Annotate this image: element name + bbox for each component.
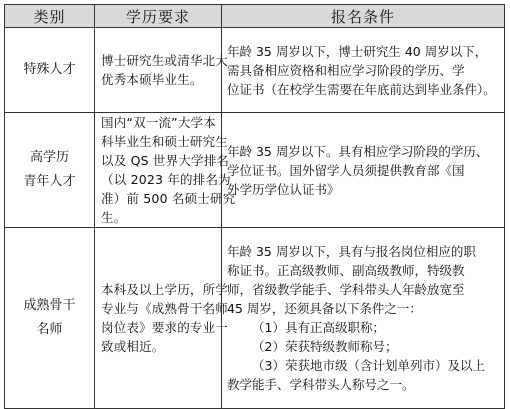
header-conditions: 报名条件 xyxy=(222,5,505,28)
header-education: 学历要求 xyxy=(95,5,222,28)
conditions-text: 教学能手、学科带头人称号之一。 xyxy=(227,377,415,392)
education-text: 致或相近。 xyxy=(101,339,165,354)
category-text: 特殊人才 xyxy=(23,62,76,77)
education-text: 生。 xyxy=(101,210,127,225)
conditions-text: 年龄 35 周岁以下，博士研究生 40 周岁以下， xyxy=(227,43,488,59)
conditions-text: （2）荣获特级教师称号； xyxy=(252,339,398,354)
education-text: 以及 QS 世界大学排名 xyxy=(101,153,230,168)
conditions-text: 年龄 35 周岁以下，具有与报名岗位相应的职 xyxy=(227,244,476,259)
conditions-text: 师，省级教学能手、学科带头人年龄放宽至 xyxy=(227,282,465,297)
conditions-cell xyxy=(222,113,505,228)
recruitment-table xyxy=(4,4,505,409)
category-text: 名师 xyxy=(36,322,63,337)
conditions-text: 45 周岁，还须具备以下条件之一： xyxy=(227,301,422,316)
conditions-text: 需具备相应资格和相应学习阶段的学历、学 xyxy=(227,62,465,78)
education-text: 本科及以上学历，所学 xyxy=(101,282,229,297)
category-cell xyxy=(5,228,95,409)
education-text: 科毕业生和硕士研究生 xyxy=(101,134,229,149)
category-text: 成熟骨干 xyxy=(23,298,76,313)
category-text: 青年人才 xyxy=(23,174,76,189)
education-text: 准）前 500 名硕士研究 xyxy=(101,191,236,206)
header-row xyxy=(5,5,505,28)
education-cell xyxy=(95,228,229,409)
category-cell xyxy=(5,28,95,113)
table-row xyxy=(5,28,505,113)
table-row xyxy=(5,113,505,228)
education-cell xyxy=(95,113,236,228)
conditions-cell xyxy=(222,228,505,409)
education-text: 专业与《成熟骨干名师 xyxy=(101,301,229,316)
category-cell xyxy=(5,113,95,228)
category-text: 高学历 xyxy=(29,150,69,165)
education-text: 优秀本硕毕业生。 xyxy=(101,72,203,87)
conditions-text: 年龄 35 周岁以下。具有相应学习阶段的学历、 xyxy=(227,143,489,159)
conditions-cell xyxy=(222,28,505,113)
conditions-text: 称证书。正高级教师、副高级教师，特级教 xyxy=(227,263,465,278)
education-text: 岗位表》要求的专业一 xyxy=(101,320,229,335)
conditions-text: 学位证书。国外留学人员须提供教育部《国 xyxy=(227,162,465,178)
education-text: 国内“双一流”大学本 xyxy=(101,115,216,130)
education-text: 博士研究生或清华北大 xyxy=(101,53,229,68)
table-row xyxy=(5,228,505,409)
conditions-text: 外学历学位认证书》 xyxy=(227,181,340,197)
education-cell xyxy=(95,28,229,113)
conditions-text: 位证书（在校学生需要在年底前达到毕业条件）。 xyxy=(227,81,496,97)
education-text: （以 2023 年的排名为 xyxy=(101,172,231,187)
conditions-text: （3）荣获地市级（含计划单列市）及以上 xyxy=(252,358,485,373)
header-category: 类别 xyxy=(5,5,95,28)
conditions-text: （1）具有正高级职称； xyxy=(252,320,385,335)
